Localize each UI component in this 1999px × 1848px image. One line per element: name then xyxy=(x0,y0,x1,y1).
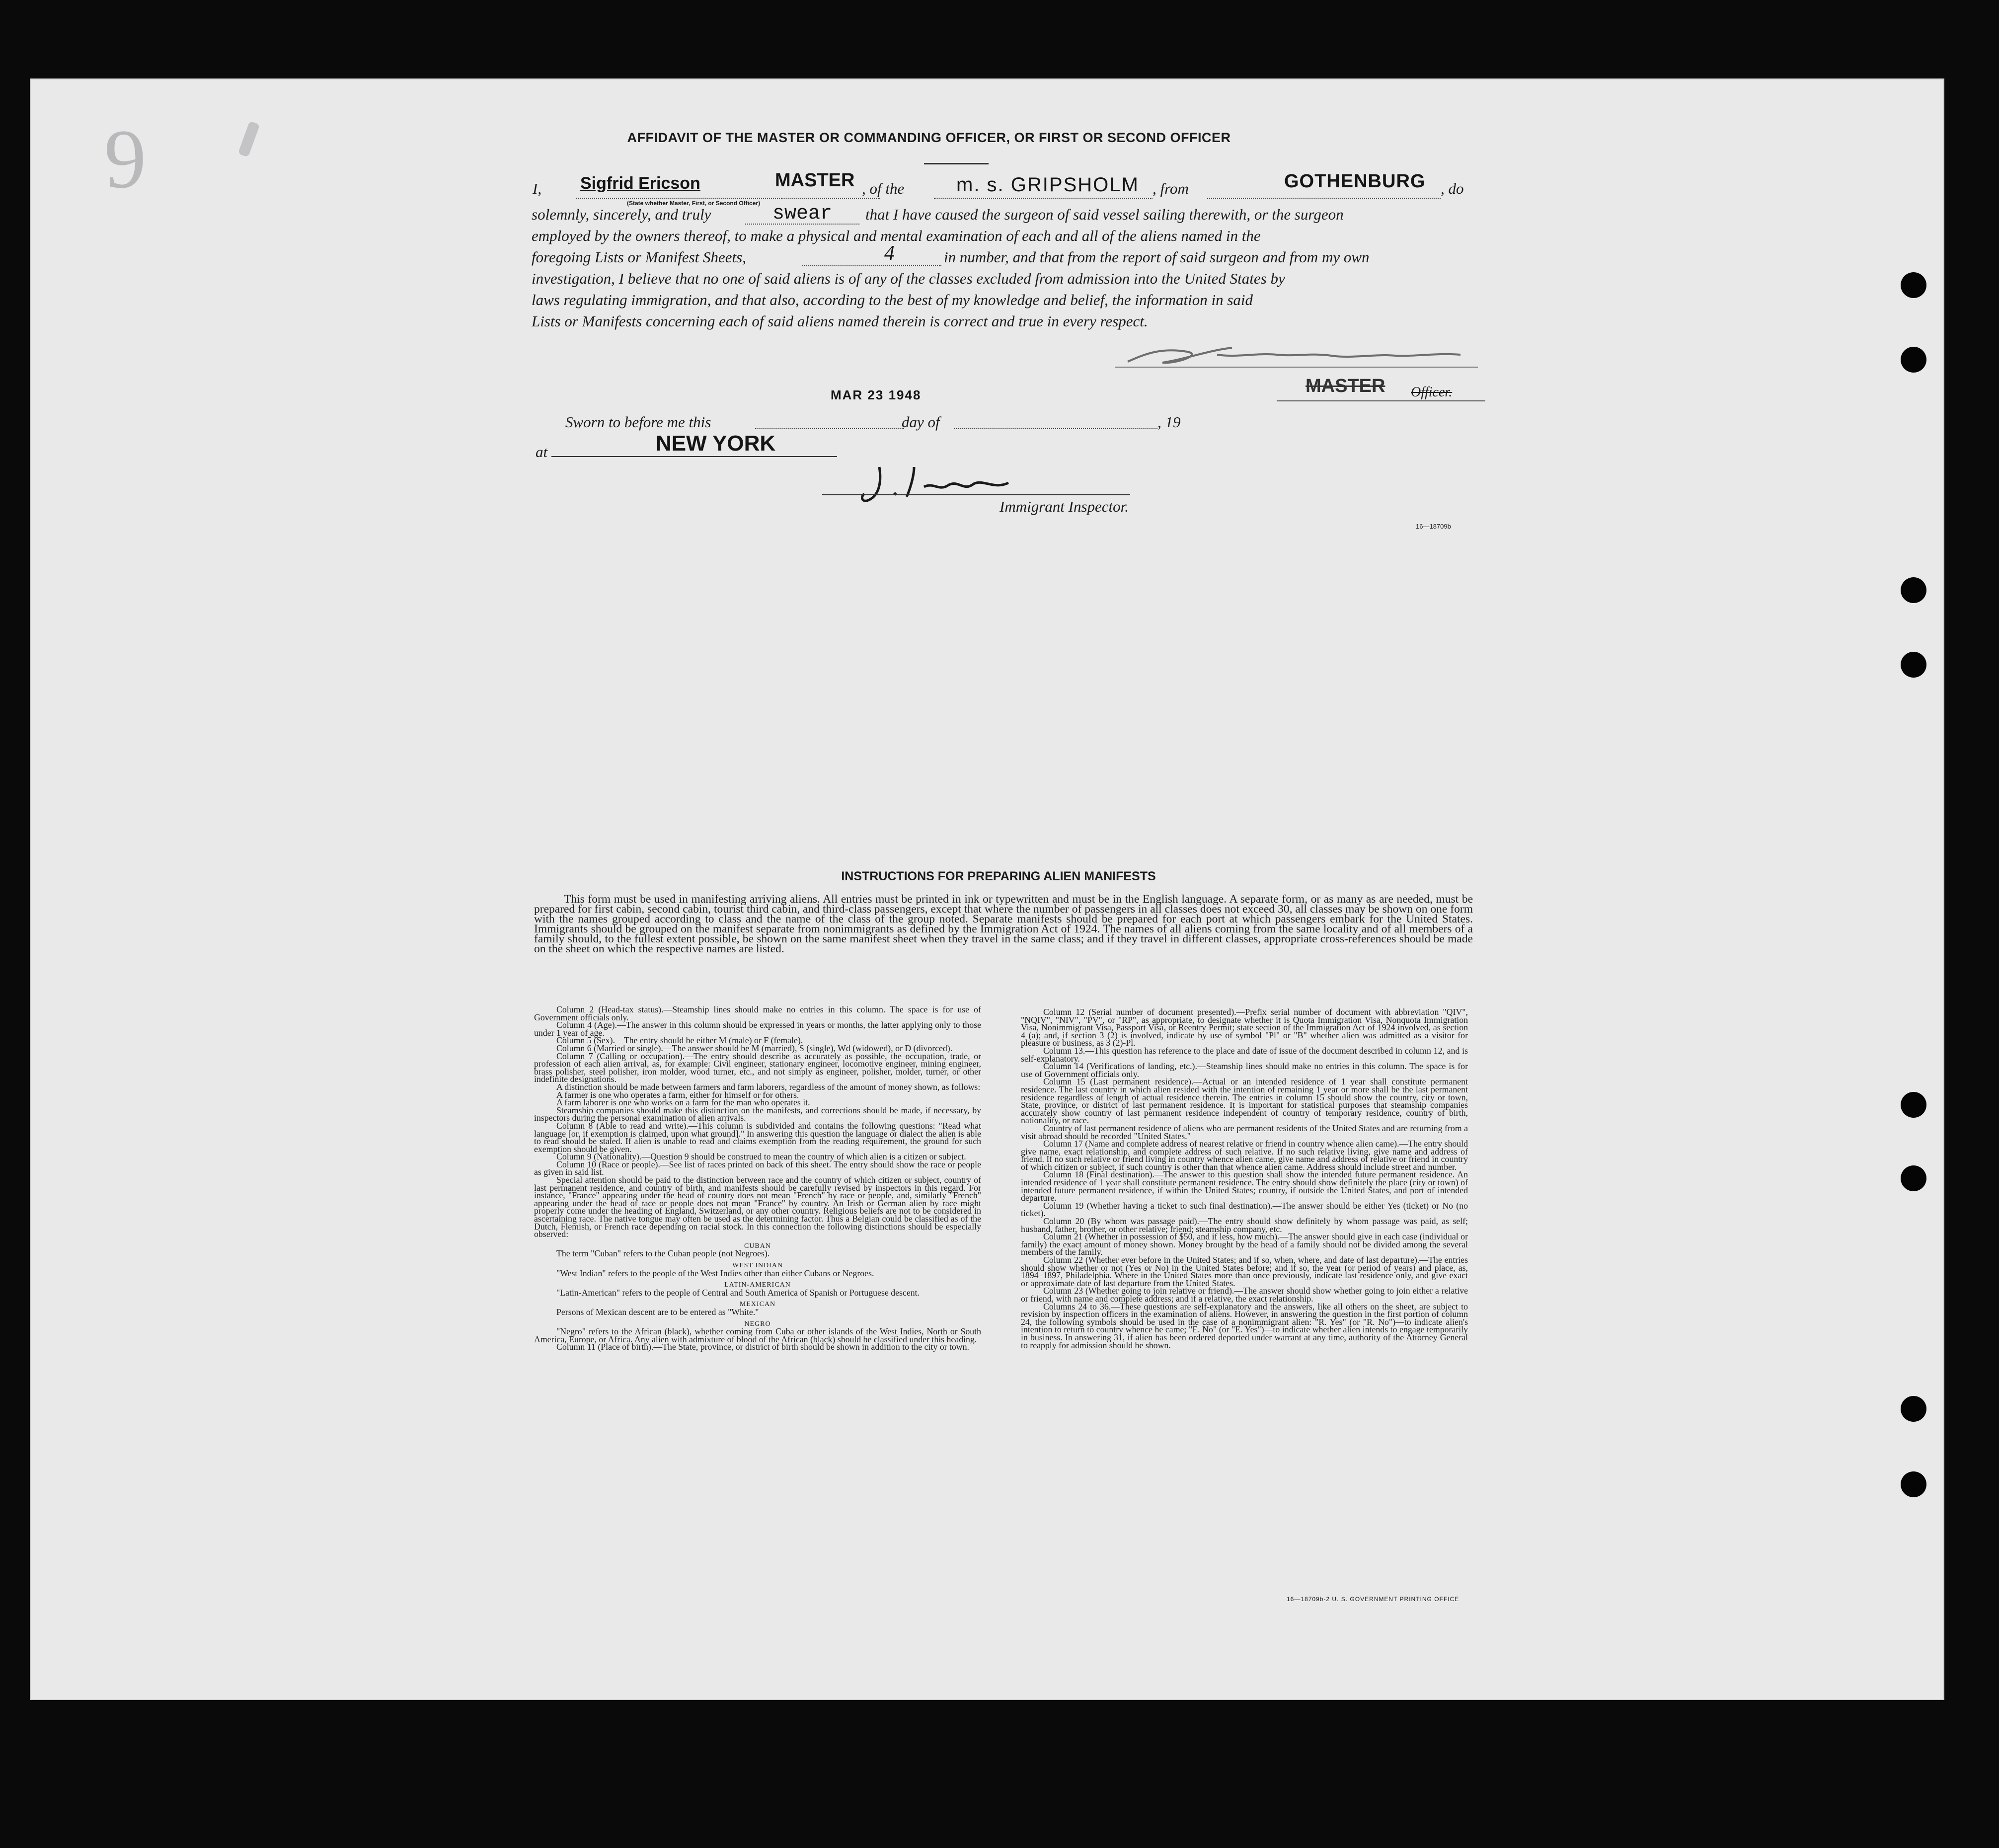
binder-hole-icon xyxy=(1901,347,1926,373)
column-10-special: Special attention should be paid to the distinction between race and the country of which citizen or subject, country of last permanent residence, and country of birth, and manifests should be carefully revised by inspectors in this regard. For instance, "France" appearing under the head of country does not mean "French" by race or people, and, similarly "French" appearing under the head of race or people does not mean "France" by country. An Irish or German alien by race might properly come under the heading of England, Switzerland, or any other country. Religious beliefs are not to be considered in ascertaining race. The native tongue may often be used as the determining factor. Thus a Belgian could be classified as of the Dutch, Flemish, or French race depending on racial stock. In this connection the following distinctions should be especially observed: xyxy=(534,1175,981,1239)
from-label: , from xyxy=(1153,180,1189,197)
inspector-signature xyxy=(859,457,1023,507)
farmer-definition: A farmer is one who operates a farm, either for himself or for others. xyxy=(556,1089,799,1100)
place-blank xyxy=(551,456,837,457)
column-12-note: Column 12 (Serial number of document presented).—Prefix serial number of document with abbreviation "QIV", "NQIV", "NIV", "PV", or "RP", as appropriate, to designate whether it is Quota Immigration Visa, Nonquota Immigration Visa, Nonimmigrant Visa, Passport Visa, or Reentry Permit; state section of the Immigration Act of 1924 involved, as section 4 (a); and, if section 3 (2) is involved, indicate by use of symbol "Pl" or "B" whether alien was admitted as a visitor for pleasure or business, as 3 (2)-Pl. xyxy=(1021,1007,1468,1048)
page-marker: 6 xyxy=(104,114,147,207)
column-14-note: Column 14 (Verifications of landing, etc.).—Steamship lines should make no entries in this column. The space is for use of Government officials only. xyxy=(1021,1061,1468,1079)
officer-label: Officer. xyxy=(1411,385,1453,400)
sworn-month-blank xyxy=(954,428,1157,429)
affidavit-line-2a: solemnly, sincerely, and truly xyxy=(532,206,711,223)
column-9-note: Column 9 (Nationality).—Question 9 should be construed to mean the country of which alien is a citizen or subject. xyxy=(556,1152,966,1162)
binder-hole-icon xyxy=(1901,1396,1926,1422)
column-21-note: Column 21 (Whether in possession of $50, and if less, how much).—The answer should give in each case (individual or family) the exact amount of money shown. Money brought by the head of a family should not be divided among the several members of the family. xyxy=(1021,1232,1468,1257)
column-23-note: Column 23 (Whether going to join relative or friend).—The answer should show whether going to join either a relative or friend, with name and complete address; and if a relative, the exact relationship. xyxy=(1021,1286,1468,1304)
of-the-label: , of the xyxy=(862,180,905,197)
binder-hole-icon xyxy=(1901,577,1926,603)
affidavit-line-4b: in number, and that from the report of said surgeon and from my own xyxy=(944,248,1370,266)
heading-cuban: CUBAN xyxy=(744,1242,771,1250)
column-13-note: Column 13.—This question has reference to the place and date of issue of the document described in column 12, and is self-explanatory. xyxy=(1021,1045,1468,1064)
binder-hole-icon xyxy=(1901,652,1926,678)
column-20-note: Column 20 (By whom was passage paid).—The entry should show definitely by whom passage was paid, as self; husband, father, brother, or other relative; friend; steamship company, etc. xyxy=(1021,1216,1468,1234)
column-15-note: Column 15 (Last permanent residence).—Actual or an intended residence of 1 year shall constitute permanent residence. The last country in which alien resided with the intention of remaining 1 year or more shall be the last permanent residence regardless of length of actual residence therein. The entries in column 15 should show the country, city or town, State, province, or district of last permanent residence. It is important for statistical purposes that steamship companies accurately show country of last permanent residence independent of country of temporary residence, country of birth, nationality, or race. xyxy=(1021,1077,1468,1126)
farm-laborer-definition: A farm laborer is one who works on a farm for the man who operates it. xyxy=(556,1097,810,1108)
date-stamp: MAR 23 1948 xyxy=(831,387,922,402)
column-8-note: Column 8 (Able to read and write).—This column is subdivided and contains the following questions: "Read what language [or, if exemption is claimed, upon what ground]." In answering this question the language or dialect the alien is able to read should be stated. If alien is unable to read and claims exemption from the reading requirement, the ground for such exemption should be given. xyxy=(534,1120,981,1154)
inspector-label: Immigrant Inspector. xyxy=(1000,498,1129,515)
affidavit-line-5: investigation, I believe that no one of said aliens is of any of the classes excluded from admission into the United States by xyxy=(532,270,1285,287)
heading-negro: NEGRO xyxy=(744,1320,771,1328)
column-6-note: Column 6 (Married or single).—The answer should be M (married), S (single), Wd (widowed), or D (divorced). xyxy=(556,1043,953,1053)
column-15-us-residents: Country of last permanent residence of aliens who are permanent residents of the United States and are returning from a visit abroad should be recorded "United States." xyxy=(1021,1123,1468,1141)
heading-latin-american: LATIN-AMERICAN xyxy=(724,1281,791,1289)
sworn-day-blank xyxy=(755,428,904,429)
affidavit-line-3: employed by the owners thereof, to make a physical and mental examination of each and all of the aliens named in the xyxy=(532,227,1261,244)
affidavit-line-7: Lists or Manifests concerning each of said aliens named therein is correct and true in every respect. xyxy=(532,312,1148,330)
do-label: , do xyxy=(1441,180,1464,197)
officer-name-field: Sigfrid Ericson xyxy=(580,174,700,193)
column-10-note: Column 10 (Race or people).—See list of races printed on back of this sheet. The entry should show the race or people as given in said list. xyxy=(534,1159,981,1177)
column-4-note: Column 4 (Age).—The answer in this column should be expressed in years or months, the latter applying only to those under 1 year of age. xyxy=(534,1020,981,1038)
officer-rank-field: MASTER xyxy=(775,170,855,191)
column-2-note: Column 2 (Head-tax status).—Steamship lines should make no entries in this column. The space is for use of Government officials only. xyxy=(534,1004,981,1022)
column-17-note: Column 17 (Name and complete address of nearest relative or friend in country whence alien came).—The entry should give name, exact relationship, and complete address of such relative. If no such relative living, give name and address of friend. If no such relative or friend living in country whence alien came, give name and address of relative or friend in country of which citizen or subject, if such country is other than that whence alien came. Address should include street and number. xyxy=(1021,1139,1468,1172)
inspector-line xyxy=(822,494,1130,495)
year-label: , 19 xyxy=(1157,413,1181,431)
day-of-label: day of xyxy=(902,413,940,431)
place-field: NEW YORK xyxy=(656,431,776,456)
binder-hole-icon xyxy=(1901,272,1926,298)
instructions-title: INSTRUCTIONS FOR PREPARING ALIEN MANIFESTS xyxy=(841,869,1156,883)
column-18-note: Column 18 (Final destination).—The answer to this question shall show the intended future permanent residence. An intended residence of 1 year shall constitute permanent residence. The entry should show definitely the place (city or town) of intended future permanent residence, if within the United States; country, if outside the United States, and port of intended departure. xyxy=(1021,1169,1468,1203)
oath-word-field: swear xyxy=(772,203,833,225)
officer-line xyxy=(1277,400,1485,401)
sworn-label: Sworn to before me this xyxy=(565,413,711,431)
instructions-left-column xyxy=(534,1006,981,1351)
latin-american-note: "Latin-American" refers to the people of Central and South America of Spanish or Portuguese descent. xyxy=(556,1287,920,1298)
form-code: 16—18709b xyxy=(1416,523,1451,530)
binder-hole-icon xyxy=(1901,1471,1926,1497)
steamship-distinction: Steamship companies should make this distinction on the manifests, and corrections should be made, if necessary, by inspectors during the personal examination of alien arrivals. xyxy=(534,1105,981,1123)
affidavit-line-4a: foregoing Lists or Manifest Sheets, xyxy=(532,248,746,266)
rank-hint: (State whether Master, First, or Second Officer) xyxy=(627,200,761,207)
column-7-note: Column 7 (Calling or occupation).—The entry should describe as accurately as possible, the occupation, trade, or profession of each alien arrival, as, for example: Civil engineer, stationary engineer, locomotive engineer, mining engineer, brass polisher, steel polisher, iron molder, wood turner, etc., and not simply as engineer, polisher, molder, turner, or other indefinite designations. xyxy=(534,1051,981,1084)
sheet-count-blank xyxy=(802,265,941,266)
officer-name-blank xyxy=(576,198,780,199)
column-11-note: Column 11 (Place of birth).—The State, province, or district of birth should be shown in addition to the city or town. xyxy=(556,1342,969,1352)
column-22-note: Column 22 (Whether ever before in the United States; and if so, when, where, and date of last departure).—The entries should show whether or not (Yes or No) in the United States before; and if so, the year (or period of years) and place, as, 1894–1897, Philadelphia. Where in the United States more than once previously, indicate last residence only, and give exact or approximate date of last departure from the United States. xyxy=(1021,1255,1468,1288)
column-7-distinction: A distinction should be made between farmers and farm laborers, regardless of the amount of money shown, as follows: xyxy=(556,1081,981,1092)
binder-hole-icon xyxy=(1901,1092,1926,1118)
column-19-note: Column 19 (Whether having a ticket to such final destination).—The answer should be either Yes (ticket) or No (no ticket). xyxy=(1021,1200,1468,1219)
vessel-name-field: m. s. GRIPSHOLM xyxy=(956,174,1139,196)
affidavit-line-2b: that I have caused the surgeon of said vessel sailing therewith, or the surgeon xyxy=(865,206,1344,223)
heading-west-indian: WEST INDIAN xyxy=(732,1262,783,1269)
affidavit-title: AFFIDAVIT OF THE MASTER OR COMMANDING OFFICER, OR FIRST OR SECOND OFFICER xyxy=(627,130,1231,145)
vessel-blank xyxy=(934,198,1153,199)
heading-mexican: MEXICAN xyxy=(739,1301,776,1309)
instructions-intro: This form must be used in manifesting arriving aliens. All entries must be printed in ink or typewritten and must be in the English language. A separate form, or as many as are needed, must be prepared for first cabin, second cabin, tourist third cabin, and third-class passengers, except that where the number of passengers in all classes does not exceed 30, all classes may be shown on one form with the names grouped according to class and the name of the class of the group noted. Separate manifests should be prepared for each port at which passengers embark for the United States. Immigrants should be grouped on the manifest separate from nonimmigrants as defined by the Immigration Act of 1924. The names of all aliens coming from the same locality and of all members of a family should, to the fullest extent possible, be shown on the same manifest sheet when they travel in the same class; and if they travel in different classes, appropriate cross-references should be made on the sheet on which the respective names are listed. xyxy=(534,893,1473,955)
affidavit-line-6: laws regulating immigration, and that also, according to the best of my knowledge and belief, the information in said xyxy=(532,291,1253,308)
signature-line xyxy=(1115,367,1478,368)
i-prefix: I, xyxy=(533,180,542,197)
print-footer: 16—18709b-2 U. S. GOVERNMENT PRINTING OFFICE xyxy=(1287,1596,1460,1603)
mexican-note: Persons of Mexican descent are to be entered as "White." xyxy=(556,1307,759,1317)
signer-rank-stamp: MASTER xyxy=(1306,376,1385,396)
negro-note: "Negro" refers to the African (black), whether coming from Cuba or other islands of the West Indies, North or South America, Europe, or Africa. Any alien with admixture of blood of the African (black) should be classified under this heading. xyxy=(534,1326,981,1344)
instructions-right-column xyxy=(1021,1008,1468,1349)
west-indian-note: "West Indian" refers to the people of the West Indies other than either Cubans or Negroes. xyxy=(556,1268,874,1278)
columns-24-36-note: Columns 24 to 36.—These questions are self-explanatory and the answers, like all others on the sheet, are subject to revision by inspection officers in the examination of aliens. However, in answering the question in the first portion of column 24, the following symbols should be used in the case of a nonimmigrant alien: "R. Yes" (or "R. No")—to indicate alien's intention to return to country whence he came; "E. No" (or "E. Yes")—to indicate whether alien intends to engage temporarily in business. In answering 31, if alien has been ordered deported under warrant at any time, authority of the Attorney General to reapply for admission should be shown. xyxy=(1021,1301,1468,1350)
sheet-count-field: 4 xyxy=(884,242,895,265)
port-name-field: GOTHENBURG xyxy=(1284,171,1426,192)
at-label: at xyxy=(536,443,548,461)
title-divider xyxy=(924,163,989,164)
binder-hole-icon xyxy=(1901,1165,1926,1191)
port-blank xyxy=(1207,198,1441,199)
cuban-note: The term "Cuban" refers to the Cuban people (not Negroes). xyxy=(556,1248,770,1259)
column-5-note: Column 5 (Sex).—The entry should be either M (male) or F (female). xyxy=(556,1035,803,1046)
